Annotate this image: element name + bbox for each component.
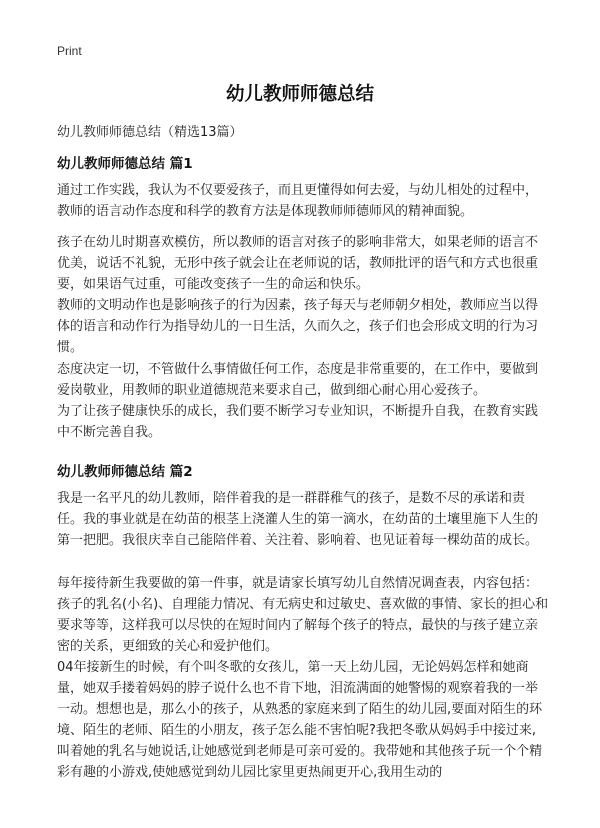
paragraph: 为了让孩子健康快乐的成长，我们要不断学习专业知识，不断提升自我，在教育实践中不断完善自我。 <box>57 404 539 440</box>
paragraph: 04年接新生的时候，有个叫冬歌的女孩儿，第一天上幼儿园，无论妈妈怎样和她商量，她双手搂着妈妈的脖子说什么也不肯下地，泪流满面的她警惕的观察着我的一举一动。想想也是，那么小的孩子，从熟悉的家庭来到了陌生的幼儿园,要面对陌生的环境、陌生的老师、陌生的小朋友，孩子怎么能不害怕呢?我把冬歌从妈妈手中接过来,叫着她的乳名与她说话,让她感觉到老师是可亲可爱的。我带她和其他孩子玩一个个精彩有趣的小游戏,使她感觉到幼儿园比家里更热闹更开心,我用生动的 <box>57 660 543 780</box>
paragraph: 每年接待新生我要做的第一件事，就是请家长填写幼儿自然情况调查表，内容包括：孩子的乳名(小名)、自理能力情况、有无病史和过敏史、喜欢做的事情、家长的担心和要求等等，这样我可以尽快的在短时间内了解每个孩子的特点，最快的与孩子建立亲密的关系，更细致的关心和爱护他们。 <box>57 576 549 654</box>
paragraph: 通过工作实践，我认为不仅要爱孩子，而且更懂得如何去爱，与幼儿相处的过程中，教师的语言动作态度和科学的教育方法是体现教师师德师风的精神面貌。 <box>57 183 539 219</box>
print-link[interactable]: Print <box>57 44 82 58</box>
section-heading-2: 幼儿教师师德总结 篇2 <box>57 464 193 480</box>
paragraph: 孩子在幼儿时期喜欢模仿，所以教师的语言对孩子的影响非常大，如果老师的语言不优美，说话不礼貌，无形中孩子就会让在老师说的话，教师批评的语气和方式也很重要，如果语气过重，可能改变孩子一生的命运和快乐。 <box>57 235 539 292</box>
document-subtitle: 幼儿教师师德总结（精选13篇） <box>57 125 243 140</box>
paragraph: 教师的文明动作也是影响孩子的行为因素，孩子每天与老师朝夕相处，教师应当以得体的语言和动作行为指导幼儿的一日生活，久而久之，孩子们也会形成文明的行为习惯。 <box>57 298 539 355</box>
paragraph: 态度决定一切，不管做什么事情做任何工作，态度是非常重要的，在工作中，要做到爱岗敬业，用教师的职业道德规范来要求自己，做到细心耐心用心爱孩子。 <box>57 362 539 398</box>
page-title: 幼儿教师师德总结 <box>225 84 374 105</box>
section-heading-1: 幼儿教师师德总结 篇1 <box>57 156 193 172</box>
paragraph: 我是一名平凡的幼儿教师，陪伴着我的是一群群稚气的孩子，是数不尽的承诺和责任。我的事业就是在幼苗的根茎上浇灌人生的第一滴水，在幼苗的土壤里施下人生的第一把肥。我很庆幸自己能陪伴着、关注着、影响着、也见证着每一棵幼苗的成长。 <box>57 491 539 548</box>
